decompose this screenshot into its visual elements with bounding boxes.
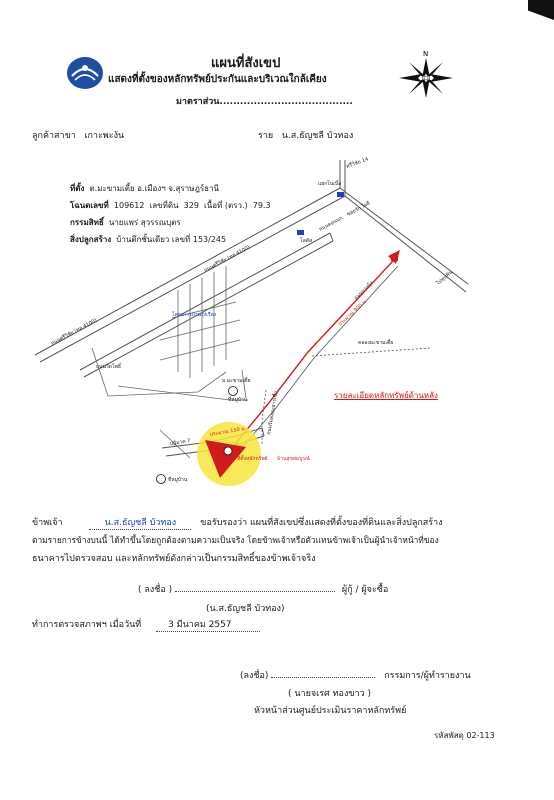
map-village-label: โครงการบ้านรุ่งเรือง — [172, 312, 217, 318]
cert-line-3: ธนาคารไปตรวจสอบ และหลักทรัพย์ดังกล่าวเป็นกรรมสิทธิ์ของข้าพเจ้าจริง — [32, 554, 316, 564]
map-ton-pho-label: ถนนวัดโพธิ์ — [96, 364, 121, 370]
signature-2-title: หัวหน้าส่วนศูนย์ประเมินราคาหลักทรัพย์ — [254, 706, 407, 716]
ownership-value: นายแพร่ สุวรรณบุตร — [108, 218, 181, 227]
map-property-project-label: บ้านสุขสมบูรณ์ — [277, 456, 310, 462]
cert-suffix: ขอรับรองว่า แผนที่สังเขปซึ่งแสดงที่ตั้งของที่ดินและสิ่งปลูกสร้าง — [200, 518, 443, 528]
inspection-label: ทำการตรวจสภาพฯ เมื่อวันที่ — [32, 620, 142, 630]
highway-road — [35, 188, 468, 377]
signature-2-role: กรรมการ/ผู้ทำรายงาน — [384, 671, 471, 681]
map-sign-1-label: ที่หมู่บ้าน — [228, 397, 248, 403]
form-code: รหัสพัสดุ 02-113 — [434, 731, 495, 740]
deed-number: 109612 — [113, 201, 145, 210]
map-canal-label: คลองมะขามเตี้ย — [358, 340, 394, 346]
map-school-label: ม.มะขามเตี้ย — [222, 378, 251, 384]
map-soi7-label: ปฏิมาค 7 — [169, 438, 191, 447]
deed-label: โฉนดเลขที่ — [70, 201, 109, 210]
cert-name: น.ส.ธัญชลี บัวทอง — [89, 515, 191, 530]
intersection-icon — [337, 192, 344, 197]
signature-1-role: ผู้กู้ / ผู้จะซื้อ — [341, 585, 389, 595]
signature-2-name: ( นายจเรศ ทองขาว ) — [288, 689, 371, 699]
location-value: ต.มะขามเตี้ย อ.เมืองฯ จ.สุราษฎร์ธานี — [89, 184, 219, 193]
area-label: เนื้อที่ (ตรว.) — [204, 201, 248, 210]
survey-label: เลขที่ดิน — [149, 201, 179, 210]
compass-north-label: N — [423, 50, 429, 58]
location-label: ที่ตั้ง — [70, 184, 85, 193]
lotus-icon — [297, 230, 304, 235]
page-subtitle: แสดงที่ตั้งของหลักทรัพย์ประกันและบริเวณใกล้เคียง — [108, 74, 327, 85]
sign-icon-2 — [157, 475, 166, 484]
cert-prefix: ข้าพเจ้า — [32, 518, 63, 528]
map-soi14-label: ศรีวิชัย 14 — [345, 156, 370, 170]
map-highway-label-2: ถนนศรีวิชัย (ทล.4100) — [50, 317, 98, 347]
survey-number: 329 — [183, 201, 199, 210]
detail-note: รายละเอียดหลักทรัพย์ด้านหลัง — [334, 391, 438, 400]
map-property-marker-label: ที่ตั้งหลักทรัพย์ — [237, 456, 268, 462]
signature-1-row — [138, 582, 388, 596]
route-line-outer — [240, 266, 398, 450]
map-soi-label: ซอยรัก ใจดี — [346, 200, 372, 218]
map-lotus-label: โลตัส — [300, 238, 313, 244]
map-right-road-label: ไปพุนพิน — [435, 269, 454, 287]
signature-2-row — [240, 668, 471, 682]
ownership-label: กรรมสิทธิ์ — [70, 218, 104, 227]
map-pier-road-label: ถนนดอนนก — [318, 215, 344, 233]
inspection-row — [32, 617, 260, 632]
canal-line-2 — [312, 348, 430, 356]
branch-label: ลูกค้าสาขา — [32, 131, 76, 141]
area-value: 79.3 — [252, 201, 271, 210]
inspection-date: 3 มีนาคม 2557 — [156, 617, 260, 632]
signature-2-label: (ลงชื่อ) — [240, 671, 269, 681]
signature-1-name: (น.ส.ธัญชลี บัวทอง) — [206, 604, 285, 614]
scale-label: มาตราส่วน....................................... — [176, 97, 353, 107]
cert-line-2: ตามรายการข้างบนนี้ ได้ทำขึ้นโดยถูกต้องตามความเป็นจริง โดยข้าพเจ้าหรือตัวแทนข้าพเจ้าเป็นผู้นำเจ้าหน้าที่ของ — [32, 535, 439, 545]
map-distance-road-label: ประมาณ 900 ม. — [337, 298, 369, 328]
signature-1-label: ( ลงชื่อ ) — [138, 585, 173, 595]
signature-2-line — [271, 677, 375, 678]
map-sign-2-label: ที่หมู่บ้าน — [168, 477, 188, 483]
name-value: น.ส.ธัญชลี บัวทอง — [281, 131, 354, 141]
building-label: สิ่งปลูกสร้าง — [70, 235, 112, 244]
right-road-sign-icon — [391, 256, 398, 261]
map-highway-label: ถนนศรีวิชัย (ทล.4100) — [203, 244, 251, 274]
map-canal-road-label: ถนนริมคลองสารเชื้อ — [266, 390, 280, 436]
building-value: บ้านตึกชั้นเดียว เลขที่ 153/245 — [116, 235, 227, 244]
page-title: แผนที่สังเขป — [211, 56, 281, 71]
map-distance-small-label: ประมาณ 150 ม. — [209, 425, 247, 438]
cert-line-1 — [32, 515, 443, 530]
property-pin-icon — [224, 447, 232, 455]
map-krabi-road-label: ถนนบางกุ้ง — [353, 280, 375, 302]
branch-value: เกาะพะงัน — [84, 131, 125, 141]
name-label: ราย — [258, 131, 274, 141]
signature-1-line — [175, 591, 335, 592]
sign-icon-1 — [229, 387, 238, 396]
map-intersection-label: แยกโนเบิ้ล — [318, 181, 342, 187]
